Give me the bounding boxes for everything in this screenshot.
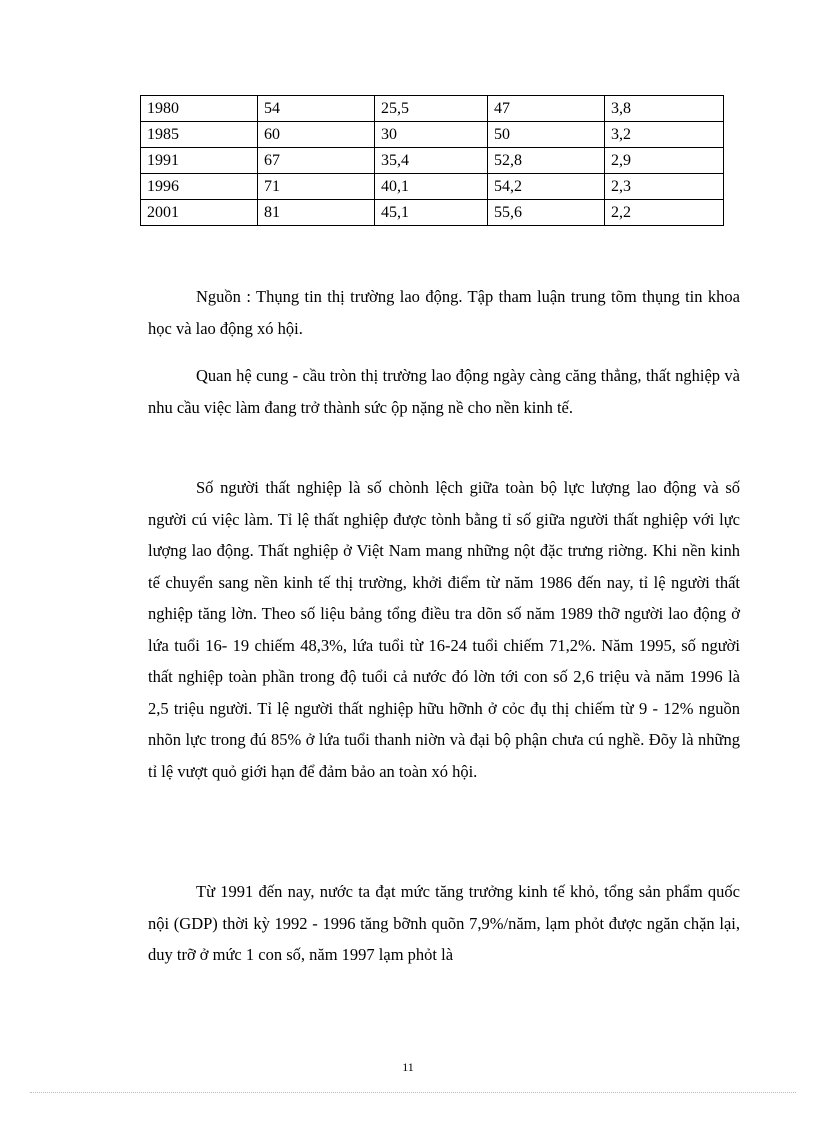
table-cell: 1980	[141, 96, 258, 122]
paragraph-text: Từ 1991 đến nay, nước ta đạt mức tăng trưởng kinh tế khỏ, tổng sản phẩm quốc nội (GDP) thời kỳ 1992 - 1996 tăng bỡnh quõn 7,9%/năm, lạm phỏt được ngăn chặn lại, duy trỡ ở mức 1 con số, năm 1997 lạm phỏt là	[148, 882, 740, 964]
table-cell: 81	[258, 200, 375, 226]
table-cell: 55,6	[488, 200, 605, 226]
paragraph-text: Nguồn : Thụng tin thị trường lao động. Tập tham luận trung tõm thụng tin khoa học và lao động xó hội.	[148, 287, 740, 338]
table-cell: 2,2	[605, 200, 724, 226]
footer-divider	[30, 1092, 796, 1093]
table-row	[141, 96, 724, 122]
table-cell: 3,2	[605, 122, 724, 148]
table-cell: 3,8	[605, 96, 724, 122]
table-row	[141, 200, 724, 226]
statistics-table	[140, 95, 724, 226]
page-number: 11	[402, 1060, 414, 1074]
table-row	[141, 174, 724, 200]
table-cell: 40,1	[375, 174, 488, 200]
table-cell: 47	[488, 96, 605, 122]
source-note-paragraph	[148, 281, 740, 344]
table-cell: 45,1	[375, 200, 488, 226]
table-cell: 1996	[141, 174, 258, 200]
table-cell: 54,2	[488, 174, 605, 200]
paragraph-text: Số người thất nghiệp là số chònh lệch giữa toàn bộ lực lượng lao động và số người cú việc làm. Tỉ lệ thất nghiệp được tònh bằng tỉ số giữa người thất nghiệp với lực lượng lao động. Thất nghiệp ở Việt Nam mang những nột đặc trưng riờng. Khi nền kinh tế chuyển sang nền kinh tế thị trường, khởi điểm từ năm 1986 đến nay, tỉ lệ người thất nghiệp tăng lờn. Theo số liệu bảng tổng điều tra dõn số năm 1989 thỡ người lao động ở lứa tuổi 16- 19 chiếm 48,3%, lứa tuổi từ 16-24 tuổi chiếm 71,2%. Năm 1995, số người thất nghiệp toàn phần trong độ tuổi cả nước đó lờn tới con số 2,6 triệu và năm 1996 là 2,5 triệu người. Tỉ lệ người thất nghiệp hữu hỡnh ở cỏc đụ thị chiếm từ 9 - 12% nguồn nhõn lực trong đú 85% ở lứa tuổi thanh niờn và đại bộ phận chưa cú nghề. Đõy là những tỉ lệ vượt quỏ giới hạn để đảm bảo an toàn xó hội.	[148, 478, 740, 781]
table-cell: 2,9	[605, 148, 724, 174]
gdp-growth-paragraph	[148, 876, 740, 971]
table-cell: 1985	[141, 122, 258, 148]
table-cell: 25,5	[375, 96, 488, 122]
table-cell: 2001	[141, 200, 258, 226]
paragraph-text: Quan hệ cung - cầu tròn thị trường lao động ngày càng căng thẳng, thất nghiệp và nhu cầu việc làm đang trở thành sức ộp nặng nề cho nền kinh tế.	[148, 366, 740, 417]
table-cell: 67	[258, 148, 375, 174]
table-cell: 52,8	[488, 148, 605, 174]
table-cell: 60	[258, 122, 375, 148]
table-row	[141, 122, 724, 148]
table-row	[141, 148, 724, 174]
table-cell: 2,3	[605, 174, 724, 200]
table-cell: 30	[375, 122, 488, 148]
table-cell: 54	[258, 96, 375, 122]
unemployment-paragraph	[148, 472, 740, 787]
table-cell: 71	[258, 174, 375, 200]
table-cell: 35,4	[375, 148, 488, 174]
table-cell: 1991	[141, 148, 258, 174]
labor-market-paragraph	[148, 360, 740, 423]
table-cell: 50	[488, 122, 605, 148]
